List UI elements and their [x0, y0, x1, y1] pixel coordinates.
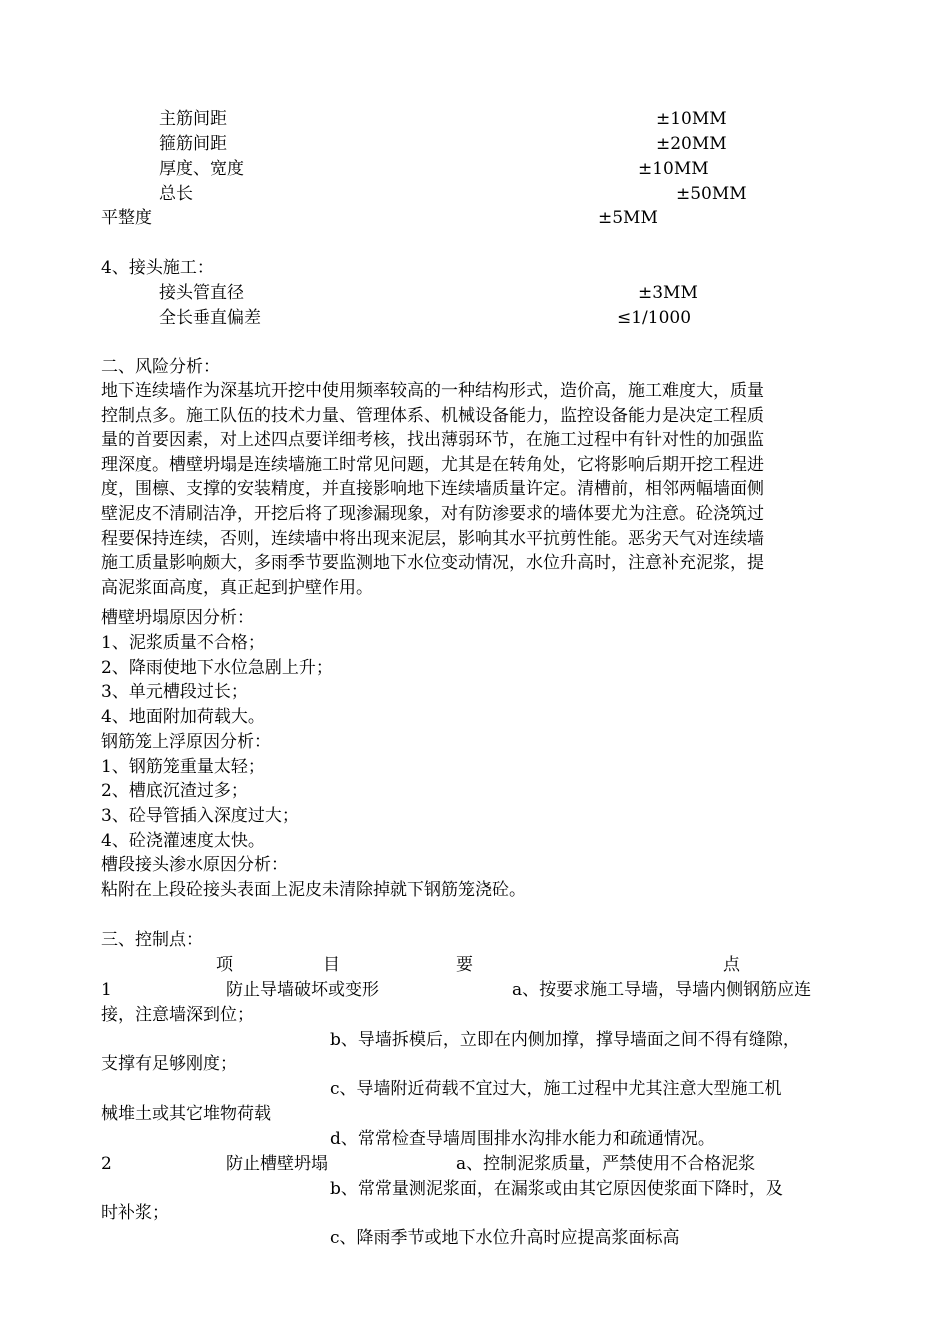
- seep-text: 粘附在上段砼接头表面上泥皮未清除掉就下钢筋笼浇砼。: [101, 880, 526, 900]
- row-text: 械堆土或其它堆物荷载: [101, 1104, 271, 1124]
- row-text: c、导墙附近荷载不宜过大，施工过程中尤其注意大型施工机: [330, 1079, 782, 1099]
- row-text: 时补浆；: [101, 1203, 169, 1223]
- column-header: 点: [723, 955, 740, 975]
- paragraph-line: 度，围檩、支撑的安装精度，并直接影响地下连续墙质量许定。清槽前，相邻两幅墙面侧: [101, 479, 764, 500]
- tolerance-label: 总长: [159, 184, 193, 204]
- paragraph-line: 施工质量影响颇大，多雨季节要监测地下水位变动情况，水位升高时，注意补充泥浆，提: [101, 553, 764, 574]
- float-heading: 钢筋笼上浮原因分析：: [101, 732, 271, 752]
- collapse-item: 3、单元槽段过长；: [101, 682, 248, 702]
- paragraph-line: 控制点多。施工队伍的技术力量、管理体系、机械设备能力，监控设备能力是决定工程质: [101, 405, 764, 426]
- row-text: a、按要求施工导墙，导墙内侧钢筋应连: [512, 980, 812, 1000]
- seep-heading: 槽段接头渗水原因分析：: [101, 855, 288, 875]
- tolerance-label: 平整度: [101, 208, 152, 228]
- paragraph-line: 壁泥皮不清刷洁净，开挖后将了现渗漏现象，对有防渗要求的墙体要尤为注意。砼浇筑过: [101, 503, 764, 524]
- float-item: 1、钢筋笼重量太轻；: [101, 757, 265, 777]
- collapse-item: 2、降雨使地下水位急剧上升；: [101, 658, 333, 678]
- float-item: 3、砼导管插入深度过大；: [101, 806, 299, 826]
- paragraph-line: 程要保持连续，否则，连续墙中将出现来泥层，影响其水平抗剪性能。恶劣天气对连续墙: [101, 528, 764, 549]
- tolerance-value: ±20MM: [656, 134, 727, 154]
- tolerance-label: 主筋间距: [159, 109, 227, 129]
- tolerance-value: ±10MM: [656, 109, 727, 129]
- collapse-item: 1、泥浆质量不合格；: [101, 633, 265, 653]
- paragraph-line: 理深度。槽壁坍塌是连续墙施工时常见问题，尤其是在转角处，它将影响后期开挖工程进: [101, 454, 764, 475]
- tolerance-value: ±5MM: [598, 208, 658, 228]
- joint-item-value: ±3MM: [638, 283, 698, 303]
- row-title: 防止槽壁坍塌: [226, 1154, 328, 1174]
- tolerance-value: ±10MM: [638, 159, 709, 179]
- row-number: 2: [101, 1154, 112, 1174]
- tolerance-label: 箍筋间距: [159, 134, 227, 154]
- tolerance-value: ±50MM: [676, 184, 747, 204]
- row-text: b、导墙拆模后，立即在内侧加撑，撑导墙面之间不得有缝隙，: [330, 1030, 800, 1050]
- row-text: 接，注意墙深到位；: [101, 1005, 254, 1025]
- tolerance-label: 厚度、宽度: [159, 159, 244, 179]
- risk-paragraph: [101, 379, 847, 600]
- collapse-heading: 槽壁坍塌原因分析：: [101, 608, 254, 628]
- joint-item-label: 全长垂直偏差: [159, 308, 261, 328]
- row-number: 1: [101, 980, 112, 1000]
- row-text: b、常常量测泥浆面，在漏浆或由其它原因使浆面下降时，及: [330, 1179, 783, 1199]
- row-text: d、常常检查导墙周围排水沟排水能力和疏通情况。: [330, 1129, 715, 1149]
- float-item: 4、砼浇灌速度太快。: [101, 831, 265, 851]
- control-heading: 三、控制点：: [101, 930, 203, 950]
- risk-heading: 二、风险分析：: [101, 357, 220, 377]
- row-text: 支撑有足够刚度；: [101, 1054, 237, 1074]
- column-header: 目: [323, 955, 340, 975]
- paragraph-line: 量的首要因素，对上述四点要详细考核，找出薄弱环节，在施工过程中有针对性的加强监: [101, 430, 764, 451]
- joint-item-value: ≤1/1000: [617, 308, 692, 328]
- row-text: c、降雨季节或地下水位升高时应提高浆面标高: [330, 1228, 680, 1248]
- collapse-item: 4、地面附加荷载大。: [101, 707, 265, 727]
- row-text: a、控制泥浆质量，严禁使用不合格泥浆: [456, 1154, 756, 1174]
- row-title: 防止导墙破坏或变形: [226, 980, 379, 1000]
- joint-heading: 4、接头施工：: [101, 258, 214, 278]
- joint-item-label: 接头管直径: [159, 283, 244, 303]
- paragraph-line: 地下连续墙作为深基坑开挖中使用频率较高的一种结构形式，造价高，施工难度大，质量: [101, 381, 764, 401]
- paragraph-line: 高泥浆面高度，真正起到护壁作用。: [101, 577, 373, 598]
- column-header: 要: [456, 955, 473, 975]
- float-item: 2、槽底沉渣过多；: [101, 781, 248, 801]
- column-header: 项: [216, 955, 233, 975]
